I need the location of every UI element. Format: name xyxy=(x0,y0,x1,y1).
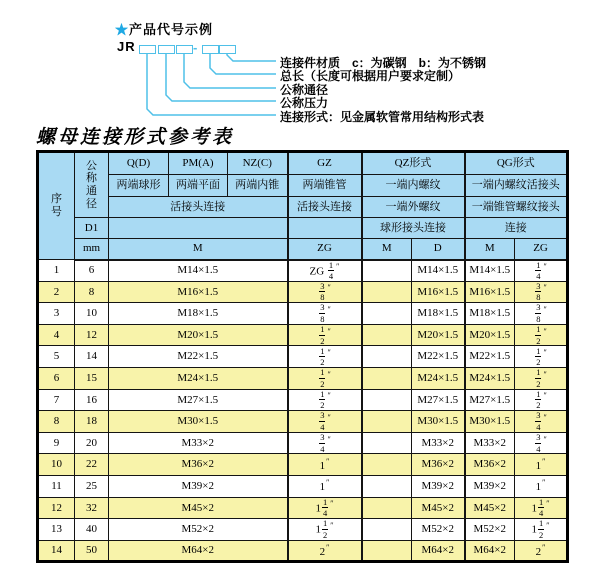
table-cell: $\frac{3}{8}$ ″ xyxy=(515,303,568,325)
table-cell xyxy=(362,475,412,497)
table-cell: M16×1.5 xyxy=(109,281,288,303)
table-cell: $\frac{3}{8}$ ″ xyxy=(288,281,362,303)
table-cell: 1 $\frac{1}{2}$ ″ xyxy=(288,519,362,541)
header-cell: 一端内螺纹活接头 xyxy=(465,175,568,197)
table-cell: M30×1.5 xyxy=(465,411,515,433)
header-cell: M xyxy=(362,239,412,260)
table-cell: 10 xyxy=(38,454,75,476)
table-row xyxy=(38,281,568,303)
table-row xyxy=(38,432,568,454)
table-row xyxy=(38,519,568,541)
table-cell: 2 xyxy=(38,281,75,303)
table-cell: M39×2 xyxy=(109,475,288,497)
table-cell: 14 xyxy=(75,346,109,368)
table-cell: M27×1.5 xyxy=(465,389,515,411)
table-cell: M18×1.5 xyxy=(109,303,288,325)
table-cell: M39×2 xyxy=(412,475,465,497)
header-cell xyxy=(288,218,362,239)
header-cell: 活接头连接 xyxy=(109,197,288,218)
header-cell: 连接 xyxy=(465,218,568,239)
header-cell: 活接头连接 xyxy=(288,197,362,218)
table-cell: 2″ xyxy=(515,540,568,562)
table-cell: M30×1.5 xyxy=(109,411,288,433)
header-cell: 两端球形 xyxy=(109,175,169,197)
header-cell: GZ xyxy=(288,152,362,175)
header-cell: 两端平面 xyxy=(169,175,228,197)
table-cell: $\frac{1}{2}$ ″ xyxy=(515,324,568,346)
table-title: 螺母连接形式参考表 xyxy=(36,126,235,148)
table-cell: M20×1.5 xyxy=(412,324,465,346)
table-cell: $\frac{1}{2}$ ″ xyxy=(288,346,362,368)
header-cell: Q(D) xyxy=(109,152,169,175)
table-cell: 1″ xyxy=(288,475,362,497)
table-cell: M36×2 xyxy=(412,454,465,476)
table-cell: 14 xyxy=(38,540,75,562)
table-cell: $\frac{3}{4}$ ″ xyxy=(288,432,362,454)
table-row xyxy=(38,389,568,411)
header-cell xyxy=(109,218,288,239)
table-cell: 1″ xyxy=(288,454,362,476)
table-cell: M22×1.5 xyxy=(109,346,288,368)
table-cell: $\frac{1}{2}$ ″ xyxy=(515,346,568,368)
table-cell: $\frac{3}{8}$ ″ xyxy=(515,281,568,303)
table-cell xyxy=(362,303,412,325)
callout-total-length: 总长（长度可根据用户要求定制） xyxy=(280,69,461,83)
callout-nominal-pressure: 公称压力 xyxy=(280,96,329,110)
table-cell: $\frac{3}{4}$ ″ xyxy=(288,411,362,433)
table-cell: M36×2 xyxy=(465,454,515,476)
table-cell: 25 xyxy=(75,475,109,497)
table-cell xyxy=(362,260,412,282)
table-cell: M20×1.5 xyxy=(109,324,288,346)
table-cell: $\frac{3}{4}$ ″ xyxy=(515,411,568,433)
table-cell: M24×1.5 xyxy=(412,367,465,389)
table-cell: M14×1.5 xyxy=(465,260,515,282)
code-prefix: JR xyxy=(117,39,136,54)
code-separator: - xyxy=(193,40,198,55)
table-cell: M14×1.5 xyxy=(412,260,465,282)
table-row xyxy=(38,303,568,325)
table-cell: 4 xyxy=(38,324,75,346)
table-cell: M52×2 xyxy=(412,519,465,541)
table-cell: M18×1.5 xyxy=(412,303,465,325)
table-cell: M27×1.5 xyxy=(412,389,465,411)
table-cell xyxy=(362,540,412,562)
table-cell: 12 xyxy=(38,497,75,519)
table-cell xyxy=(362,281,412,303)
table-cell: 32 xyxy=(75,497,109,519)
table-cell: M45×2 xyxy=(412,497,465,519)
table-cell: 22 xyxy=(75,454,109,476)
table-cell: 8 xyxy=(75,281,109,303)
table-row xyxy=(38,346,568,368)
table-row xyxy=(38,540,568,562)
table-cell: $\frac{1}{2}$ ″ xyxy=(515,367,568,389)
header-cell: NZ(C) xyxy=(228,152,288,175)
table-row xyxy=(38,475,568,497)
header-cell: 公 称 通 径 xyxy=(75,152,109,218)
table-cell xyxy=(362,454,412,476)
header-cell: D xyxy=(412,239,465,260)
table-cell: M33×2 xyxy=(465,432,515,454)
table-cell: M39×2 xyxy=(465,475,515,497)
table-cell: 7 xyxy=(38,389,75,411)
header-cell: 两端内锥 xyxy=(228,175,288,197)
table-cell: 10 xyxy=(75,303,109,325)
table-cell: M24×1.5 xyxy=(465,367,515,389)
table-cell: 6 xyxy=(38,367,75,389)
table-cell: $\frac{1}{2}$ ″ xyxy=(288,324,362,346)
callout-nominal-diameter: 公称通径 xyxy=(280,83,329,97)
table-row xyxy=(38,324,568,346)
header-cell: M xyxy=(465,239,515,260)
table-cell: 3 xyxy=(38,303,75,325)
table-cell xyxy=(362,519,412,541)
header-cell: 两端锥管 xyxy=(288,175,362,197)
table-cell: 8 xyxy=(38,411,75,433)
table-cell: M18×1.5 xyxy=(465,303,515,325)
table-cell xyxy=(362,432,412,454)
table-row xyxy=(38,454,568,476)
table-cell xyxy=(362,389,412,411)
header-cell: D1 xyxy=(75,218,109,239)
header-cell: mm xyxy=(75,239,109,260)
table-cell: ZG $\frac{1}{4}$ ″ xyxy=(288,260,362,282)
table-cell: M27×1.5 xyxy=(109,389,288,411)
table-cell: 2″ xyxy=(288,540,362,562)
table-cell xyxy=(362,367,412,389)
table-cell: M22×1.5 xyxy=(412,346,465,368)
table-cell xyxy=(362,346,412,368)
table-cell: 50 xyxy=(75,540,109,562)
table-cell: 11 xyxy=(38,475,75,497)
table-cell: 13 xyxy=(38,519,75,541)
table-cell xyxy=(362,324,412,346)
table-cell: 1 $\frac{1}{2}$ ″ xyxy=(515,519,568,541)
table-header xyxy=(38,152,568,260)
table-cell: M16×1.5 xyxy=(465,281,515,303)
table-cell: M33×2 xyxy=(109,432,288,454)
table-cell: M52×2 xyxy=(465,519,515,541)
table-cell: 1 xyxy=(38,260,75,282)
table-cell: M36×2 xyxy=(109,454,288,476)
table-row xyxy=(38,260,568,282)
table-cell: M45×2 xyxy=(109,497,288,519)
table-cell: 1″ xyxy=(515,475,568,497)
table-cell: M14×1.5 xyxy=(109,260,288,282)
table-cell: M24×1.5 xyxy=(109,367,288,389)
table-row xyxy=(38,367,568,389)
table-cell: $\frac{1}{2}$ ″ xyxy=(515,389,568,411)
table-cell: M45×2 xyxy=(465,497,515,519)
nut-connection-reference-table xyxy=(36,150,569,563)
header-cell: ZG xyxy=(288,239,362,260)
table-body xyxy=(38,260,568,562)
table-cell: $\frac{1}{2}$ ″ xyxy=(288,389,362,411)
table-cell: 15 xyxy=(75,367,109,389)
header-cell: 一端内螺纹 xyxy=(362,175,465,197)
table-cell: 18 xyxy=(75,411,109,433)
header-cell: ZG xyxy=(515,239,568,260)
table-cell: M64×2 xyxy=(465,540,515,562)
table-cell: 9 xyxy=(38,432,75,454)
table-cell: 1 $\frac{1}{4}$ ″ xyxy=(288,497,362,519)
table-cell: 6 xyxy=(75,260,109,282)
table-cell: M20×1.5 xyxy=(465,324,515,346)
table-cell: M64×2 xyxy=(109,540,288,562)
header-cell: 一端锥管螺纹接头 xyxy=(465,197,568,218)
table-row xyxy=(38,497,568,519)
header-cell: QG形式 xyxy=(465,152,568,175)
table-cell: $\frac{1}{2}$ ″ xyxy=(288,367,362,389)
table-cell: M30×1.5 xyxy=(412,411,465,433)
table-cell: $\frac{1}{4}$ ″ xyxy=(515,260,568,282)
table-cell xyxy=(362,497,412,519)
table-cell: M64×2 xyxy=(412,540,465,562)
table-cell: $\frac{3}{8}$ ″ xyxy=(288,303,362,325)
header-cell: PM(A) xyxy=(169,152,228,175)
header-cell: 球形接头连接 xyxy=(362,218,465,239)
table-cell: 5 xyxy=(38,346,75,368)
header-cell: M xyxy=(109,239,288,260)
callout-material: 连接件材质 c：为碳钢 b：为不锈钢 xyxy=(280,56,487,70)
table-cell: M22×1.5 xyxy=(465,346,515,368)
table-cell: $\frac{3}{4}$ ″ xyxy=(515,432,568,454)
table-cell xyxy=(362,411,412,433)
table-cell: M52×2 xyxy=(109,519,288,541)
header-cell: QZ形式 xyxy=(362,152,465,175)
table-cell: 40 xyxy=(75,519,109,541)
header-cell: 序 号 xyxy=(38,152,75,260)
product-code-heading-text: 产品代号示例 xyxy=(129,22,214,37)
callout-connection-form: 连接形式：见金属软管常用结构形式表 xyxy=(280,110,485,124)
table-cell: 1 $\frac{1}{4}$ ″ xyxy=(515,497,568,519)
table-cell: 1″ xyxy=(515,454,568,476)
table-cell: 12 xyxy=(75,324,109,346)
header-cell: 一端外螺纹 xyxy=(362,197,465,218)
table-cell: M33×2 xyxy=(412,432,465,454)
table-row xyxy=(38,411,568,433)
star-icon: ★ xyxy=(115,22,130,37)
table-cell: 16 xyxy=(75,389,109,411)
table-cell: 20 xyxy=(75,432,109,454)
table-cell: M16×1.5 xyxy=(412,281,465,303)
